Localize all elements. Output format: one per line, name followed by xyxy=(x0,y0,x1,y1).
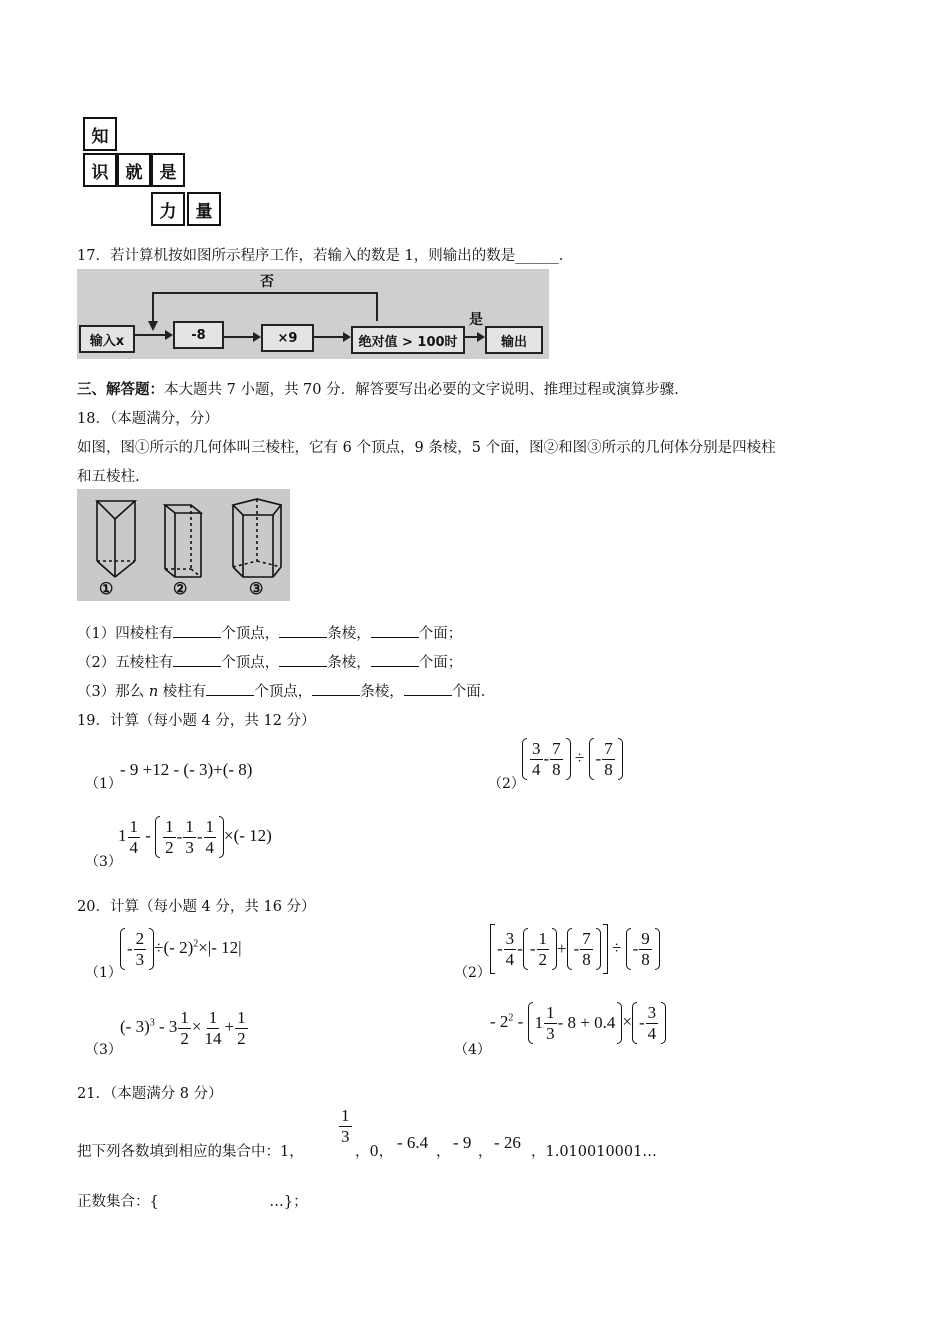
flow-chart xyxy=(77,269,549,359)
q20-label-3: （3） xyxy=(85,1042,122,1058)
answer-blank[interactable] xyxy=(173,651,221,667)
unit-vertex: 个顶点， xyxy=(221,626,280,642)
answer-blank[interactable] xyxy=(371,622,419,638)
q19-expr-1: - 9 +12 - (- 3)+(- 8) xyxy=(120,760,253,779)
cube-cell-3: 就 xyxy=(117,153,151,187)
cube-cell-2: 识 xyxy=(83,153,117,187)
cube-cell-1: 知 xyxy=(83,117,117,151)
section3-heading xyxy=(77,378,679,399)
q18-intro-1: 如图，图①所示的几何体叫三棱柱，它有 6 个顶点，9 条棱，5 个面，图②和图③所示的几何体分别是四棱柱 xyxy=(77,440,776,456)
answer-blank[interactable] xyxy=(206,680,254,696)
answer-blank[interactable] xyxy=(404,680,452,696)
unit-face: 个面； xyxy=(418,626,463,642)
q19-label-3: （3） xyxy=(85,854,122,870)
q20-expr-1: - $\frac{2}{3}$ ÷(- 2)$^2$×|- 12| xyxy=(120,928,242,970)
q18-p3-lead: （3）那么 xyxy=(77,684,149,700)
q19-label-2: （2） xyxy=(488,776,525,792)
cube-cell-6: 量 xyxy=(187,192,221,226)
answer-blank[interactable] xyxy=(279,651,327,667)
q18-part-3 xyxy=(77,680,485,701)
q18-head: 18．（本题满分，分） xyxy=(77,411,219,427)
answer-blank[interactable] xyxy=(371,651,419,667)
section3-title: 三、解答题： xyxy=(77,381,164,398)
prism-figures xyxy=(77,489,290,601)
q21-numbers-line xyxy=(77,1140,304,1161)
flow-no-label: 否 xyxy=(260,274,274,290)
flow-condition-box: 绝对值 > 100时 xyxy=(351,326,465,354)
q20-label-4: （4） xyxy=(454,1042,491,1058)
q18-part-2 xyxy=(77,651,462,672)
flow-step-times9: ×9 xyxy=(261,324,314,352)
q19-head: 19．计算（每小题 4 分，共 12 分） xyxy=(77,713,316,729)
q19-expr-2: $\frac{3}{4}$ - $\frac{7}{8}$ ÷ - $\frac{7}{8}$ xyxy=(522,738,623,780)
unit-edge: 条棱， xyxy=(327,626,371,642)
q20-head: 20．计算（每小题 4 分，共 16 分） xyxy=(77,899,316,915)
q20-expr-3: (- 3)$^3$ - 3 $\frac{1}{2}$ × $\frac{1}{14}$ + $\frac{1}{2}$ xyxy=(120,1008,246,1048)
q18-part-1 xyxy=(77,622,462,643)
unit-vertex: 个顶点， xyxy=(254,684,313,700)
answer-blank[interactable] xyxy=(279,622,327,638)
q18-intro-2: 和五棱柱. xyxy=(77,469,140,485)
answer-blank[interactable] xyxy=(312,680,360,696)
q17-text: 17．若计算机按如图所示程序工作，若输入的数是 1，则输出的数是______. xyxy=(77,248,564,264)
prism-label-1: ① xyxy=(99,579,114,598)
unit-edge: 条棱， xyxy=(327,655,371,671)
variable-n: n xyxy=(148,684,159,700)
q21-num-neg26: - 26 xyxy=(494,1133,521,1152)
answer-blank[interactable] xyxy=(173,622,221,638)
q21-tail: ，1.010010001… xyxy=(531,1144,657,1160)
q21-num-neg9: - 9 xyxy=(453,1133,472,1152)
q21-sep-1: ， xyxy=(436,1144,451,1160)
flow-input-box: 输入x xyxy=(79,325,135,353)
q21-sep-2: ， xyxy=(478,1144,493,1160)
q21-positive-set: 正数集合：{ …}； xyxy=(77,1194,308,1210)
q21-num-neg64: - 6.4 xyxy=(397,1133,429,1152)
flow-yes-label: 是 xyxy=(469,312,483,328)
q20-expr-4: - $2^2$ - 1 $\frac{1}{3}$ - 8 + 0.4 × - $\frac{3}{4}$ xyxy=(490,1002,666,1044)
cube-cell-4: 是 xyxy=(151,153,185,187)
q21-lead: 把下列各数填到相应的集合中：1， xyxy=(77,1144,304,1160)
flow-output-box: 输出 xyxy=(485,326,543,354)
q21-head: 21．（本题满分 8 分） xyxy=(77,1086,223,1102)
q20-label-2: （2） xyxy=(454,965,491,981)
q18-p1-lead: （1）四棱柱有 xyxy=(77,626,174,642)
unit-face: 个面； xyxy=(418,655,463,671)
prism-label-3: ③ xyxy=(249,579,264,598)
section3-desc: 本大题共 7 小题，共 70 分．解答要写出必要的文字说明、推理过程或演算步骤. xyxy=(164,382,679,398)
unit-face: 个面. xyxy=(451,684,486,700)
unit-vertex: 个顶点， xyxy=(221,655,280,671)
q20-expr-2: - $\frac{3}{4}$ - - $\frac{1}{2}$ + - $\frac{7}{8}$ ÷ - $\frac{9}{8}$ xyxy=(490,924,660,974)
q21-fraction: $\frac{1}{3}$ xyxy=(341,1106,350,1146)
q21-rest: ，0， xyxy=(355,1144,394,1160)
q18-p3-mid: 棱柱有 xyxy=(158,684,207,700)
flow-step-minus8: -8 xyxy=(173,321,224,349)
q18-p2-lead: （2）五棱柱有 xyxy=(77,655,174,671)
q19-expr-3: 1 $\frac{1}{4}$ - $\frac{1}{2}$ - $\frac{1}{3}$ - $\frac{1}{4}$ ×(- 12) xyxy=(118,816,272,857)
q20-label-1: （1） xyxy=(85,965,122,981)
q19-label-1: （1） xyxy=(85,776,122,792)
cube-cell-5: 力 xyxy=(151,192,185,226)
prism-label-2: ② xyxy=(173,579,188,598)
unit-edge: 条棱， xyxy=(360,684,404,700)
